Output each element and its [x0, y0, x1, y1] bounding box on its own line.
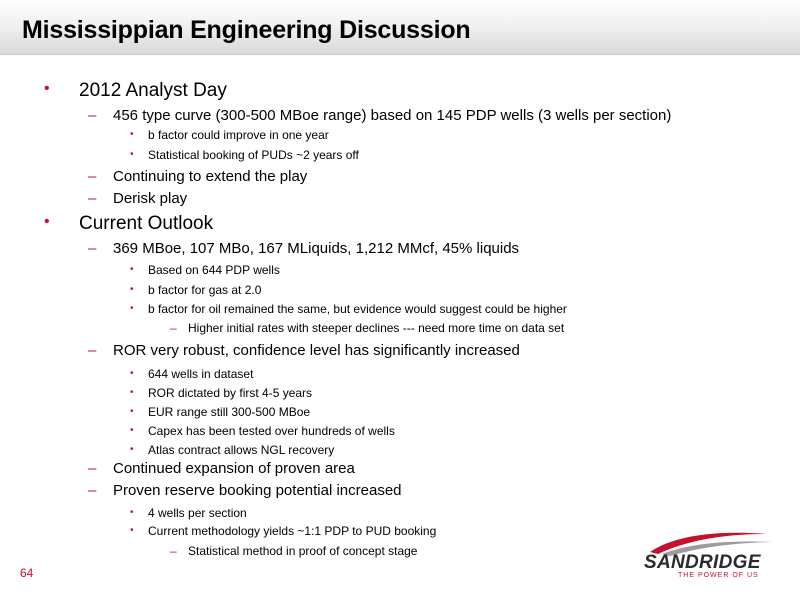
- bullet-marker: •: [130, 387, 134, 398]
- bullet-text: Current Outlook: [79, 213, 214, 234]
- bullet-text: 4 wells per section: [148, 506, 247, 520]
- bullet-text: 644 wells in dataset: [148, 367, 254, 381]
- bullet-marker: •: [130, 425, 134, 436]
- bullet-marker: •: [130, 525, 134, 536]
- bullet-marker: •: [130, 406, 134, 417]
- bullet-text: Current methodology yields ~1:1 PDP to PUD booking: [148, 524, 437, 538]
- bullet-text: Derisk play: [113, 190, 188, 207]
- bullet-marker: •: [44, 213, 50, 230]
- logo-tagline: THE POWER OF US: [678, 572, 759, 579]
- bullet-text: ROR very robust, confidence level has significantly increased: [113, 342, 520, 359]
- bullet-marker: •: [130, 507, 134, 518]
- bullet-text: Capex has been tested over hundreds of wells: [148, 424, 395, 438]
- bullet-marker: –: [88, 190, 97, 207]
- bullet-marker: –: [88, 168, 97, 185]
- bullet-text: ROR dictated by first 4-5 years: [148, 386, 313, 400]
- bullet-text: Continued expansion of proven area: [113, 460, 355, 477]
- bullet-marker: –: [88, 460, 97, 477]
- bullet-marker: •: [130, 149, 134, 160]
- bullet-text: EUR range still 300-500 MBoe: [148, 405, 311, 419]
- bullet-marker: •: [44, 80, 50, 97]
- bullet-text: b factor could improve in one year: [148, 128, 329, 142]
- title-bar: [0, 0, 800, 55]
- sandridge-logo: [644, 528, 776, 586]
- bullet-text: Proven reserve booking potential increased: [113, 482, 402, 499]
- bullet-text: b factor for oil remained the same, but evidence would suggest could be higher: [148, 302, 567, 316]
- bullet-marker: –: [88, 107, 97, 124]
- bullet-text: Statistical booking of PUDs ~2 years off: [148, 148, 359, 162]
- bullet-text: Atlas contract allows NGL recovery: [148, 443, 335, 457]
- bullet-marker: •: [130, 284, 134, 295]
- bullet-text: Based on 644 PDP wells: [148, 263, 280, 277]
- bullet-marker: –: [170, 321, 177, 335]
- bullet-text: Higher initial rates with steeper declines --- need more time on data set: [188, 321, 565, 335]
- bullet-text: b factor for gas at 2.0: [148, 283, 262, 297]
- bullet-marker: •: [130, 444, 134, 455]
- bullet-text: 369 MBoe, 107 MBo, 167 MLiquids, 1,212 MMcf, 45% liquids: [113, 240, 520, 257]
- bullet-marker: –: [88, 240, 97, 257]
- bullet-marker: –: [88, 342, 97, 359]
- bullet-marker: •: [130, 368, 134, 379]
- bullet-marker: –: [88, 482, 97, 499]
- bullet-text: 456 type curve (300-500 MBoe range) based on 145 PDP wells (3 wells per section): [113, 107, 672, 124]
- logo-wordmark: SANDRIDGE: [644, 552, 761, 573]
- page-number: 64: [20, 566, 34, 580]
- bullet-marker: •: [130, 264, 134, 275]
- bullet-text: Continuing to extend the play: [113, 168, 308, 185]
- slide-title: Mississippian Engineering Discussion: [22, 16, 471, 44]
- bullet-marker: •: [130, 303, 134, 314]
- bullet-marker: •: [130, 129, 134, 140]
- bullet-text: 2012 Analyst Day: [79, 80, 227, 101]
- bullet-text: Statistical method in proof of concept stage: [188, 544, 418, 558]
- bullet-marker: –: [170, 544, 177, 558]
